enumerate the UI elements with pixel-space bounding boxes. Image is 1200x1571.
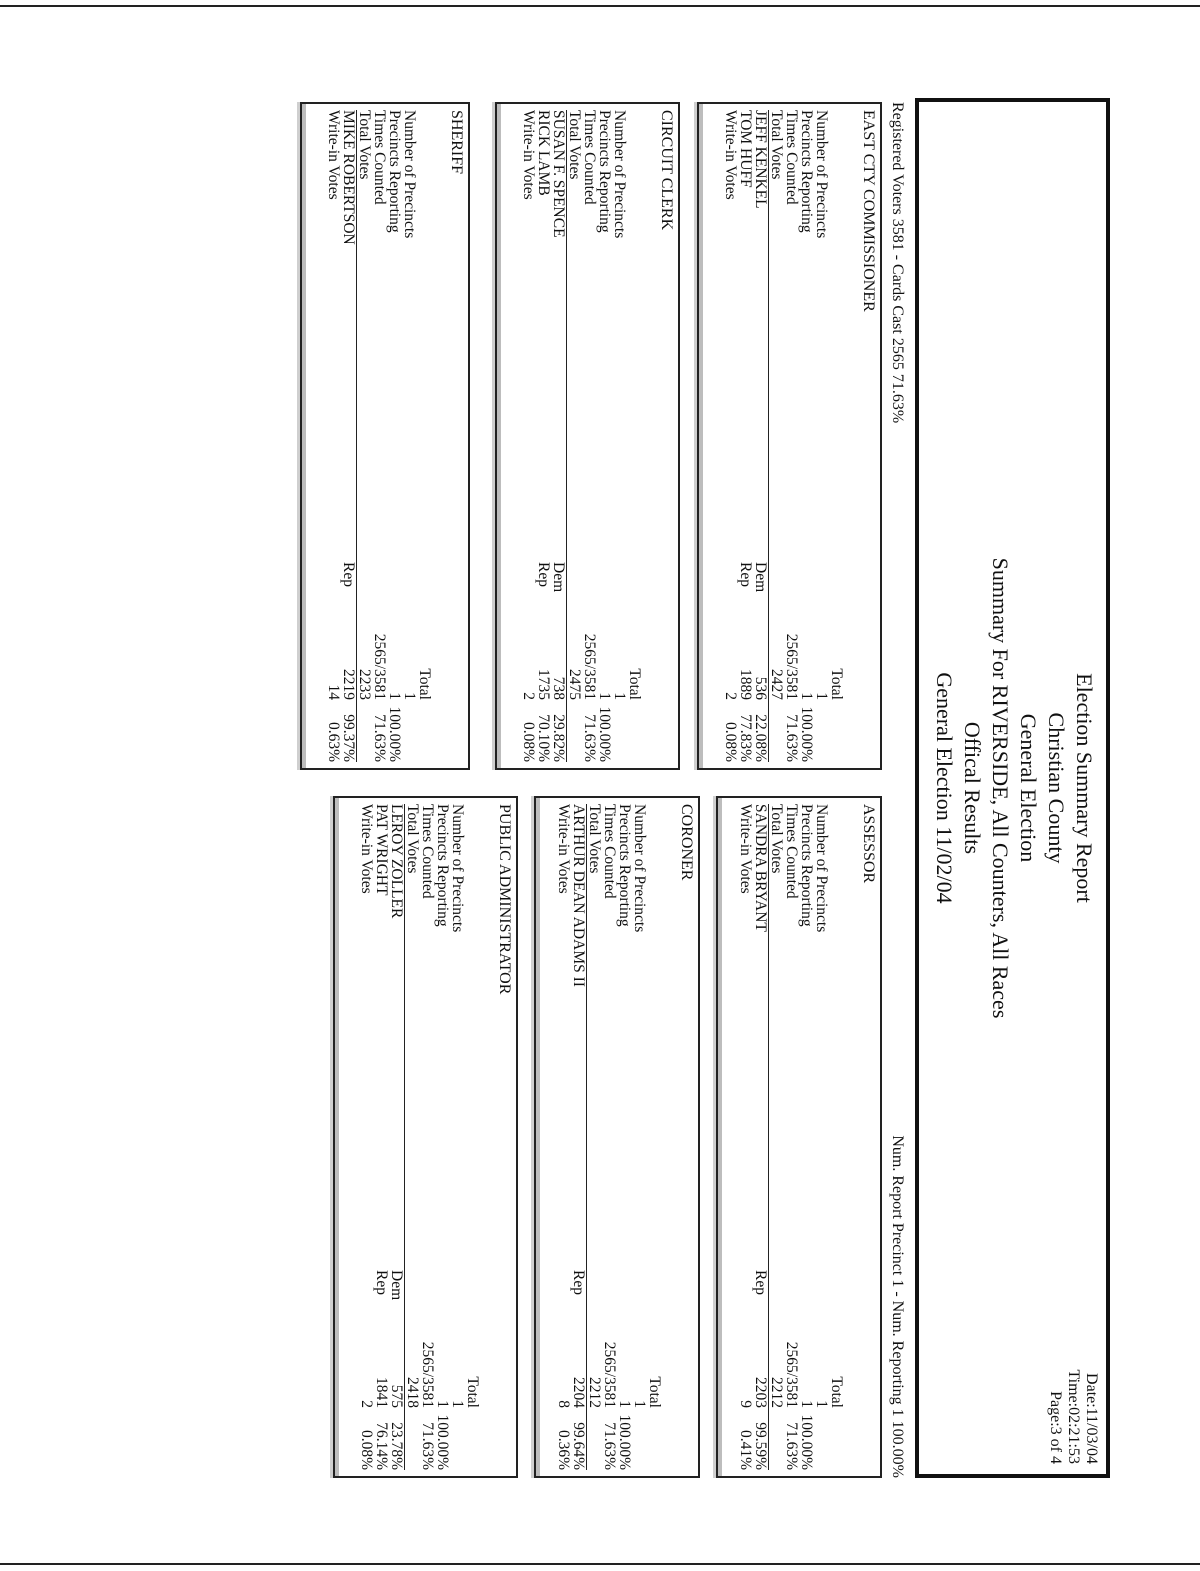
- cell-label: Total Votes: [769, 804, 785, 1270]
- table-row: [814, 110, 829, 762]
- cell-label: MIKE ROBERTSON: [340, 110, 357, 245]
- cell-label: Number of Precincts: [631, 804, 648, 933]
- race-title: ASSESSOR: [860, 804, 877, 884]
- cell-label: Write-in Votes: [737, 804, 754, 894]
- cell-total: 14: [325, 684, 342, 700]
- cell-pct: 0.08%: [358, 1429, 375, 1470]
- cell-total: 2418: [405, 1330, 421, 1408]
- table-row: [829, 804, 844, 1470]
- report-title: Election Summary Report: [1072, 673, 1097, 903]
- cell-party: Rep: [340, 562, 357, 587]
- cell-pct: [357, 700, 373, 762]
- table-row: [372, 110, 387, 762]
- cell-total: 2565/3581: [783, 1341, 800, 1408]
- cell-total: 1: [813, 692, 830, 700]
- cell-total: 2204: [570, 1377, 587, 1408]
- cell-party: [417, 562, 432, 622]
- cell-total: 2: [358, 1400, 375, 1408]
- cell-party: Dem: [752, 562, 769, 593]
- cell-pct: [612, 700, 627, 762]
- cell-total: 2: [520, 692, 537, 700]
- election-type: General Election: [1016, 713, 1041, 863]
- registered-voters-summary: Registered Voters 3581 - Cards Cast 2565 71.63%: [889, 102, 906, 424]
- cell-label: Write-in Votes: [555, 804, 572, 894]
- cell-label: SANDRA BRYANT: [752, 804, 769, 932]
- table-row: [359, 804, 374, 1470]
- cell-total: 2212: [769, 1330, 785, 1408]
- report-title-block: [930, 102, 1098, 1474]
- cell-label: ARTHUR DEAN ADAMS II: [570, 804, 587, 987]
- cell-pct: 76.14%: [373, 1422, 390, 1470]
- cell-party: [769, 1270, 785, 1330]
- cell-party: [627, 562, 642, 622]
- race-table: [723, 110, 844, 762]
- table-row: [612, 110, 627, 762]
- cell-party: [612, 562, 627, 622]
- race-box: [697, 102, 882, 770]
- cell-pct: 100.00%: [434, 1414, 451, 1470]
- cell-label: Write-in Votes: [358, 804, 375, 894]
- cell-label: Precincts Reporting: [434, 804, 451, 927]
- cell-label: RICK LAMB: [535, 110, 552, 196]
- cell-party: [647, 1270, 662, 1330]
- cell-label: [417, 110, 432, 562]
- cell-party: [784, 562, 799, 622]
- report-meta: [1046, 1369, 1100, 1464]
- cell-pct: 0.36%: [555, 1429, 572, 1470]
- cell-pct: [814, 700, 829, 762]
- cell-pct: 100.00%: [596, 706, 613, 762]
- cell-label: Precincts Reporting: [616, 804, 633, 927]
- cell-total: 738: [550, 676, 567, 700]
- cell-total: 2565/3581: [419, 1341, 436, 1408]
- cell-pct: 71.63%: [783, 1422, 800, 1470]
- cell-total: 1: [434, 1400, 451, 1408]
- cell-total: 2427: [769, 622, 785, 700]
- cell-label: Total Votes: [769, 110, 785, 562]
- cell-total: 1: [611, 692, 628, 700]
- table-row: [387, 110, 402, 762]
- cell-total: 1: [449, 1400, 466, 1408]
- cell-label: [465, 804, 480, 1270]
- cell-party: [357, 562, 373, 622]
- cell-party: [723, 562, 738, 622]
- race-title: SHERIFF: [448, 110, 465, 175]
- cell-label: Number of Precincts: [611, 110, 628, 239]
- cell-pct: 23.78%: [388, 1422, 405, 1470]
- cell-party: [814, 562, 829, 622]
- cell-party: [829, 1270, 844, 1330]
- race-title: PUBLIC ADMINISTRATOR: [496, 804, 513, 995]
- table-row: [738, 110, 753, 762]
- cell-party: [450, 1270, 465, 1330]
- table-row: [784, 110, 799, 762]
- cell-total: Total: [626, 668, 643, 700]
- cell-total: 2233: [357, 622, 373, 700]
- cell-total: 2565/3581: [783, 633, 800, 700]
- table-row: [753, 110, 769, 762]
- cell-total: 8: [555, 1400, 572, 1408]
- cell-party: [326, 562, 341, 622]
- cell-party: [602, 1270, 617, 1330]
- table-row: [738, 804, 753, 1470]
- cell-pct: 71.63%: [601, 1422, 618, 1470]
- table-row: [617, 804, 632, 1470]
- cell-pct: 100.00%: [798, 706, 815, 762]
- cell-label: Times Counted: [419, 804, 436, 899]
- cell-total: Total: [828, 1376, 845, 1408]
- cell-total: 1: [386, 692, 403, 700]
- cell-pct: [829, 700, 844, 762]
- election-report-page: [220, 90, 1110, 1490]
- cell-party: [372, 562, 387, 622]
- cell-label: Times Counted: [783, 110, 800, 205]
- cell-label: Write-in Votes: [325, 110, 342, 200]
- race-table: [326, 110, 432, 762]
- cell-label: Number of Precincts: [401, 110, 418, 239]
- cell-party: [769, 562, 785, 622]
- cell-pct: 71.63%: [581, 714, 598, 762]
- cell-label: Write-in Votes: [722, 110, 739, 200]
- cell-label: JEFF KENKEL: [752, 110, 769, 209]
- cell-label: Times Counted: [783, 804, 800, 899]
- report-time: Time:02:21:53: [1065, 1369, 1082, 1464]
- cell-total: 536: [752, 676, 769, 700]
- election-date: General Election 11/02/04: [932, 672, 957, 904]
- table-row: [405, 804, 421, 1470]
- cell-party: [587, 1270, 603, 1330]
- table-row: [647, 804, 662, 1470]
- cell-pct: 29.82%: [550, 714, 567, 762]
- cell-pct: [450, 1408, 465, 1470]
- cell-label: Total Votes: [587, 804, 603, 1270]
- cell-total: Total: [646, 1376, 663, 1408]
- cell-pct: [402, 700, 417, 762]
- cell-party: Rep: [752, 1270, 769, 1295]
- cell-pct: [632, 1408, 647, 1470]
- table-row: [602, 804, 617, 1470]
- cell-party: [521, 562, 536, 622]
- cell-label: Total Votes: [567, 110, 583, 562]
- cell-party: [402, 562, 417, 622]
- cell-total: Total: [464, 1376, 481, 1408]
- cell-pct: [814, 1408, 829, 1470]
- cell-total: 9: [737, 1400, 754, 1408]
- cell-pct: 99.37%: [340, 714, 357, 762]
- cell-label: Write-in Votes: [520, 110, 537, 200]
- cell-label: Precincts Reporting: [386, 110, 403, 233]
- table-row: [450, 804, 465, 1470]
- cell-party: Dem: [550, 562, 567, 593]
- table-row: [632, 804, 647, 1470]
- table-row: [769, 804, 785, 1470]
- cell-pct: [769, 700, 785, 762]
- cell-pct: [587, 1408, 603, 1470]
- cell-label: Precincts Reporting: [596, 110, 613, 233]
- cell-party: [799, 562, 814, 622]
- cell-pct: [769, 1408, 785, 1470]
- cell-party: [814, 1270, 829, 1330]
- cell-total: 2565/3581: [371, 633, 388, 700]
- race-box: [333, 796, 518, 1478]
- cell-label: [627, 110, 642, 562]
- cell-total: 2219: [340, 669, 357, 700]
- race-box: [300, 102, 470, 770]
- cell-label: Total Votes: [405, 804, 421, 1270]
- cell-total: 1889: [737, 669, 754, 700]
- cell-total: 1841: [373, 1377, 390, 1408]
- cell-pct: [627, 700, 642, 762]
- table-row: [784, 804, 799, 1470]
- table-row: [567, 110, 583, 762]
- cell-label: Number of Precincts: [813, 804, 830, 933]
- cell-label: Number of Precincts: [449, 804, 466, 933]
- table-row: [420, 804, 435, 1470]
- table-row: [417, 110, 432, 762]
- cell-pct: 0.41%: [737, 1429, 754, 1470]
- cell-total: 1: [798, 1400, 815, 1408]
- table-row: [556, 804, 571, 1470]
- cell-label: PAT WRIGHT: [373, 804, 390, 896]
- race-title: EAST CTY COMMISSIONER: [860, 110, 877, 312]
- cell-total: 575: [388, 1384, 405, 1408]
- cell-label: Times Counted: [371, 110, 388, 205]
- cell-party: [465, 1270, 480, 1330]
- cell-total: 2475: [567, 622, 583, 700]
- page-number: Page:3 of 4: [1047, 1391, 1064, 1464]
- cell-label: Precincts Reporting: [798, 110, 815, 233]
- cell-total: Total: [828, 668, 845, 700]
- table-row: [326, 110, 341, 762]
- table-row: [571, 804, 587, 1470]
- cell-party: [632, 1270, 647, 1330]
- cell-pct: 100.00%: [386, 706, 403, 762]
- table-row: [597, 110, 612, 762]
- race-table: [521, 110, 642, 762]
- precinct-report-summary: Num. Report Precinct 1 - Num. Reporting 1 100.00%: [889, 1135, 906, 1478]
- table-row: [374, 804, 389, 1470]
- table-row: [402, 110, 417, 762]
- cell-party: [556, 1270, 571, 1330]
- table-row: [627, 110, 642, 762]
- cell-party: [435, 1270, 450, 1330]
- cell-party: Rep: [535, 562, 552, 587]
- cell-pct: 0.08%: [520, 721, 537, 762]
- cell-total: 2565/3581: [581, 633, 598, 700]
- cell-label: TOM HUFF: [737, 110, 754, 188]
- table-row: [435, 804, 450, 1470]
- race-title: CIRCUIT CLERK: [658, 110, 675, 231]
- cell-party: Dem: [388, 1270, 405, 1301]
- cell-pct: [829, 1408, 844, 1470]
- cell-pct: [567, 700, 583, 762]
- table-row: [341, 110, 357, 762]
- cell-total: 1735: [535, 669, 552, 700]
- cell-party: [738, 1270, 753, 1330]
- cell-total: 1: [798, 692, 815, 700]
- cell-label: Precincts Reporting: [798, 804, 815, 927]
- scan-border-bottom: [0, 1563, 1200, 1565]
- cell-total: 2203: [752, 1377, 769, 1408]
- cell-pct: [465, 1408, 480, 1470]
- cell-label: Number of Precincts: [813, 110, 830, 239]
- cell-party: [405, 1270, 421, 1330]
- race-table: [738, 804, 844, 1470]
- cell-total: 2: [722, 692, 739, 700]
- cell-total: 2565/3581: [601, 1341, 618, 1408]
- table-row: [582, 110, 597, 762]
- table-row: [536, 110, 551, 762]
- cell-pct: 0.08%: [722, 721, 739, 762]
- cell-party: [359, 1270, 374, 1330]
- cell-label: Times Counted: [581, 110, 598, 205]
- race-box: [495, 102, 680, 770]
- cell-party: [597, 562, 612, 622]
- cell-pct: [405, 1408, 421, 1470]
- cell-party: [567, 562, 583, 622]
- race-title: CORONER: [678, 804, 695, 881]
- table-row: [799, 110, 814, 762]
- table-row: [389, 804, 405, 1470]
- table-row: [587, 804, 603, 1470]
- cell-label: LEROY ZOLLER: [388, 804, 405, 919]
- cell-label: Times Counted: [601, 804, 618, 899]
- table-row: [723, 110, 738, 762]
- table-row: [814, 804, 829, 1470]
- table-row: [465, 804, 480, 1470]
- table-row: [799, 804, 814, 1470]
- table-row: [551, 110, 567, 762]
- table-row: [769, 110, 785, 762]
- cell-total: 1: [631, 1400, 648, 1408]
- cell-pct: 100.00%: [798, 1414, 815, 1470]
- cell-pct: 70.10%: [535, 714, 552, 762]
- cell-party: [829, 562, 844, 622]
- results-status: Offical Results: [960, 721, 985, 855]
- cell-party: [582, 562, 597, 622]
- race-table: [556, 804, 662, 1470]
- summary-scope: Summary For RIVERSIDE, All Counters, All Races: [988, 557, 1013, 1019]
- race-table: [359, 804, 480, 1470]
- cell-label: SUSAN F. SPENCE: [550, 110, 567, 238]
- table-row: [357, 110, 373, 762]
- cell-party: [799, 1270, 814, 1330]
- cell-party: Rep: [737, 562, 754, 587]
- cell-total: 1: [616, 1400, 633, 1408]
- cell-pct: 71.63%: [783, 714, 800, 762]
- cell-label: [647, 804, 662, 1270]
- cell-pct: [417, 700, 432, 762]
- race-box: [534, 796, 700, 1478]
- cell-party: [387, 562, 402, 622]
- cell-total: 1: [401, 692, 418, 700]
- cell-total: Total: [416, 668, 433, 700]
- cell-pct: 0.63%: [325, 721, 342, 762]
- cell-total: 1: [813, 1400, 830, 1408]
- cell-pct: 71.63%: [419, 1422, 436, 1470]
- table-row: [829, 110, 844, 762]
- cell-party: [420, 1270, 435, 1330]
- report-date: Date:11/03/04: [1083, 1373, 1100, 1464]
- cell-party: [784, 1270, 799, 1330]
- cell-pct: 22.08%: [752, 714, 769, 762]
- cell-pct: 99.59%: [752, 1422, 769, 1470]
- cell-label: [829, 110, 844, 562]
- cell-total: 1: [596, 692, 613, 700]
- cell-pct: 71.63%: [371, 714, 388, 762]
- race-box: [716, 796, 882, 1478]
- cell-party: Rep: [570, 1270, 587, 1295]
- county-name: Christian County: [1044, 712, 1069, 864]
- cell-party: [617, 1270, 632, 1330]
- cell-label: [829, 804, 844, 1270]
- cell-pct: 99.64%: [570, 1422, 587, 1470]
- cell-pct: 77.83%: [737, 714, 754, 762]
- table-row: [521, 110, 536, 762]
- table-row: [753, 804, 769, 1470]
- cell-party: Rep: [373, 1270, 390, 1295]
- cell-total: 2212: [587, 1330, 603, 1408]
- report-header: [915, 98, 1110, 1478]
- cell-pct: [647, 1408, 662, 1470]
- cell-label: Total Votes: [357, 110, 373, 562]
- cell-pct: 100.00%: [616, 1414, 633, 1470]
- scan-border-top: [0, 5, 1200, 7]
